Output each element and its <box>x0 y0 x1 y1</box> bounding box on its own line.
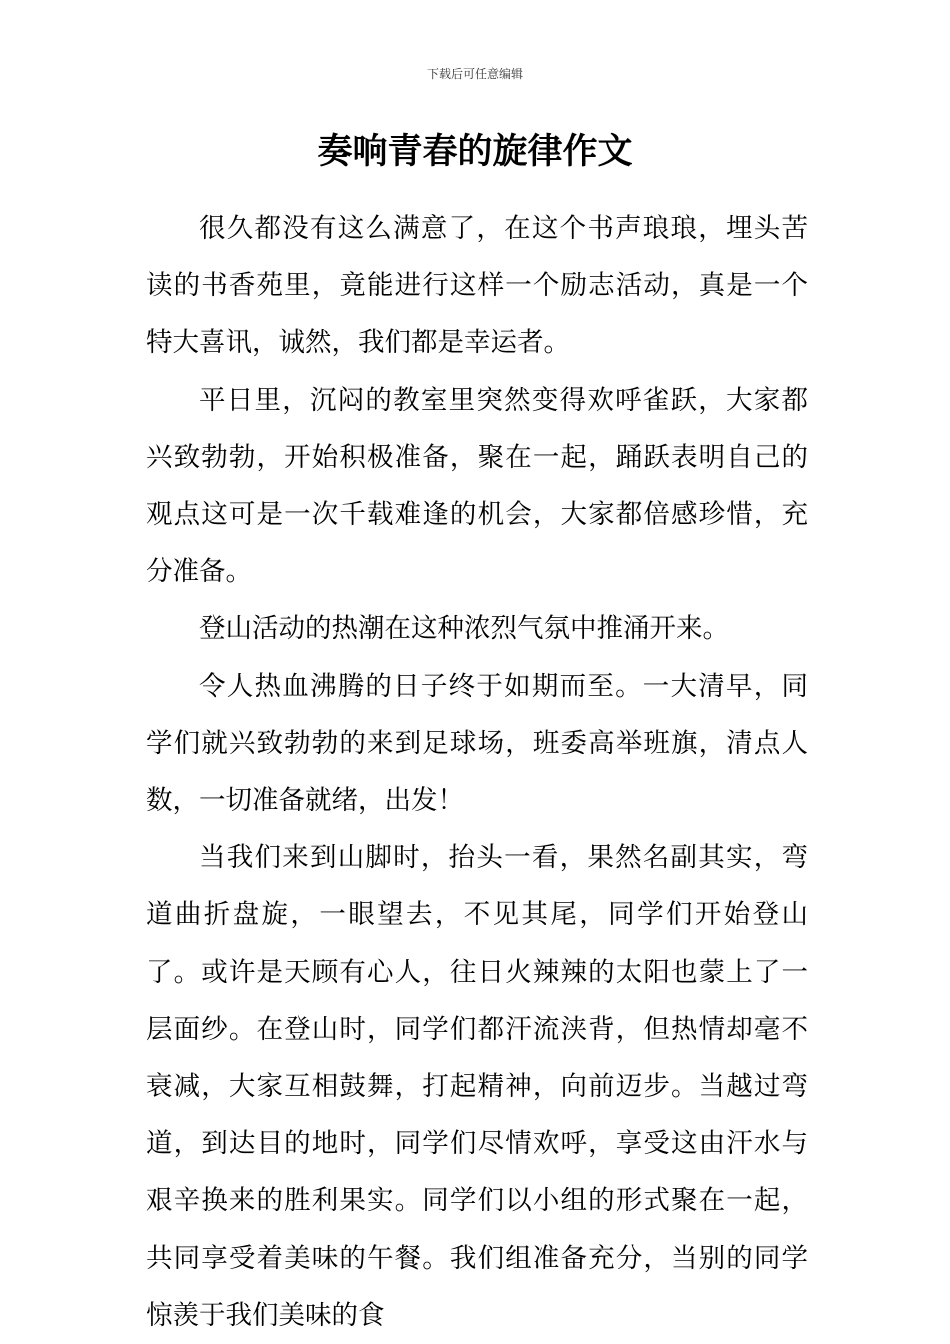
document-body <box>146 200 808 1344</box>
paragraph-2: 平日里，沉闷的教室里突然变得欢呼雀跃，大家都兴致勃勃，开始积极准备，聚在一起，踊跃表明自己的观点这可是一次千载难逢的机会，大家都倍感珍惜，充分准备。 <box>146 384 808 588</box>
paragraph-4: 令人热血沸腾的日子终于如期而至。一大清早，同学们就兴致勃勃的来到足球场，班委高举班旗，清点人数，一切准备就绪，出发！ <box>146 670 808 817</box>
paragraph-5: 当我们来到山脚时，抬头一看，果然名副其实，弯道曲折盘旋，一眼望去，不见其尾，同学们开始登山了。或许是天顾有心人，往日火辣辣的太阳也蒙上了一层面纱。在登山时，同学们都汗流浃背，但热情却毫不衰减，大家互相鼓舞，打起精神，向前迈步。当越过弯道，到达目的地时，同学们尽情欢呼，享受这由汗水与艰辛换来的胜利果实。同学们以小组的形式聚在一起，共同享受着美味的午餐。我们组准备充分，当别的同学惊羡于我们美味的食 <box>146 842 808 1331</box>
header-note: 下载后可任意编辑 <box>426 67 523 81</box>
paragraph-3: 登山活动的热潮在这种浓烈气氛中推涌开来。 <box>199 613 729 645</box>
document-title: 奏响青春的旋律作文 <box>317 132 633 172</box>
paragraph-1: 很久都没有这么满意了，在这个书声琅琅，埋头苦读的书香苑里，竟能进行这样一个励志活动，真是一个特大喜讯，诚然，我们都是幸运者。 <box>146 213 808 359</box>
